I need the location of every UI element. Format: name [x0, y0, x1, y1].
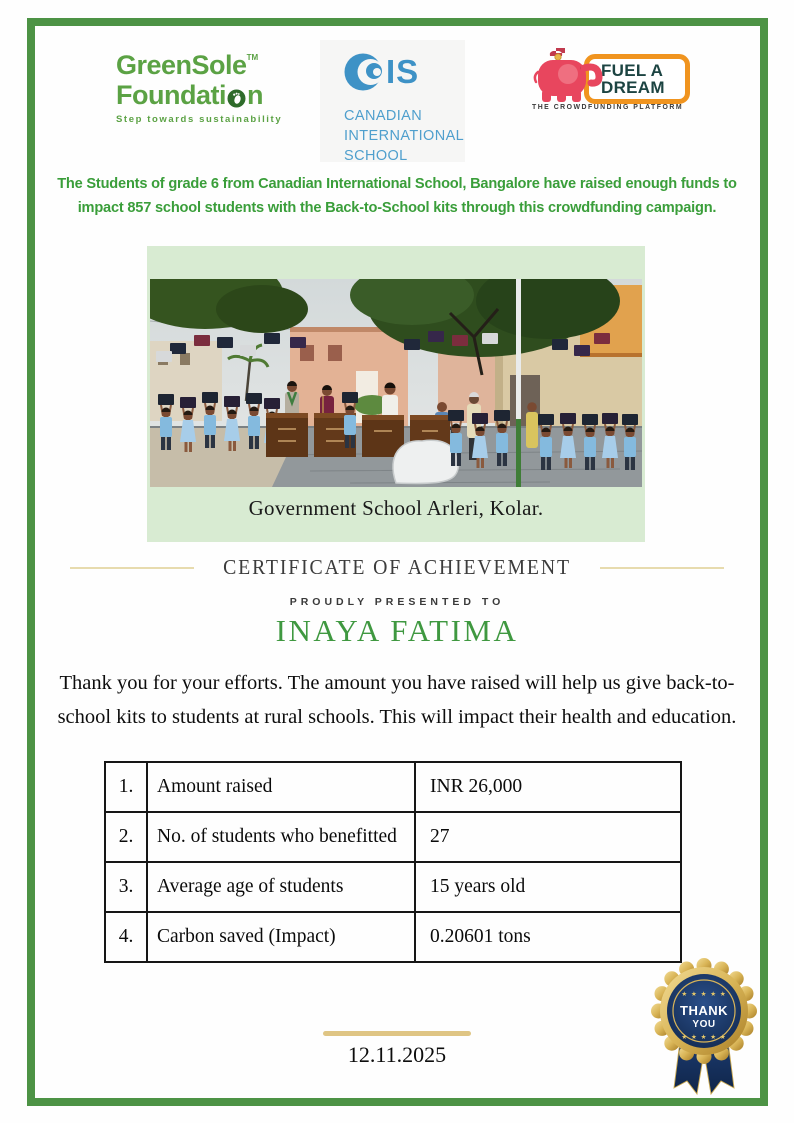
row-label: Average age of students	[147, 862, 415, 912]
row-label: Carbon saved (Impact)	[147, 912, 415, 962]
greensole-foundation-word: Foundati n	[116, 80, 263, 110]
recipient-name: INAYA FATIMA	[275, 613, 519, 648]
fuel-a-dream-tagline: THE CROWDFUNDING PLATFORM	[532, 104, 684, 111]
rosette	[651, 958, 757, 1064]
school-photo	[150, 279, 642, 487]
table-row	[105, 812, 681, 862]
greensole-tagline: Step towards sustainability	[116, 114, 283, 125]
row-label: No. of students who benefitted	[147, 812, 415, 862]
certificate-heading-row	[0, 555, 794, 580]
gold-divider-left	[70, 567, 194, 569]
row-value: 0.20601 tons	[415, 912, 681, 962]
row-number: 1.	[105, 762, 147, 812]
row-number: 2.	[105, 812, 147, 862]
photo-caption: Government School Arleri, Kolar.	[248, 496, 544, 520]
presented-label: PROUDLY PRESENTED TO	[289, 596, 505, 608]
table-row	[105, 912, 681, 962]
thank-you-message: Thank you for your efforts. The amount you have raised will help us give back-to- school kits to students at rural schools. This will impact their health and education.	[57, 672, 737, 729]
badge-stars-top: ★ ★ ★ ★ ★	[681, 991, 727, 998]
cis-monogram: IS	[386, 53, 420, 90]
badge-thank: THANK	[680, 1003, 728, 1018]
photo-card	[147, 246, 645, 542]
row-value: 27	[415, 812, 681, 862]
greensole-name: GreenSole™	[116, 50, 259, 80]
row-number: 3.	[105, 862, 147, 912]
cis-school-name: CANADIAN INTERNATIONAL SCHOOL	[344, 108, 465, 164]
greensole-foundation-logo	[116, 52, 286, 125]
row-value: INR 26,000	[415, 762, 681, 812]
gold-divider-right	[600, 567, 724, 569]
fuel-a-dream-wordmark: FUEL A DREAM	[584, 54, 690, 104]
canadian-international-school-logo	[344, 52, 474, 166]
stats-table	[104, 761, 682, 963]
date-divider	[323, 1031, 471, 1036]
row-label: Amount raised	[147, 762, 415, 812]
intro-text: The Students of grade 6 from Canadian International School, Bangalore have raised enough funds to impact 857 school students with the Back-to-School kits through this crowdfunding campaign.	[57, 176, 737, 217]
badge-stars-bottom: ★ ★ ★ ★ ★	[681, 1034, 727, 1041]
badge-you: YOU	[692, 1019, 716, 1030]
thank-you-badge	[644, 955, 764, 1105]
cis-crescent-icon	[344, 52, 384, 92]
date-text: 12.11.2025	[347, 1042, 447, 1067]
trademark-symbol: TM	[246, 53, 259, 62]
table-row	[105, 862, 681, 912]
elephant-piggybank-icon	[532, 44, 620, 106]
row-value: 15 years old	[415, 862, 681, 912]
cis-moon-mark	[344, 52, 474, 92]
table-row	[105, 762, 681, 812]
certificate-heading: CERTIFICATE OF ACHIEVEMENT	[223, 555, 571, 579]
footprint-globe-icon	[227, 86, 246, 105]
row-number: 4.	[105, 912, 147, 962]
